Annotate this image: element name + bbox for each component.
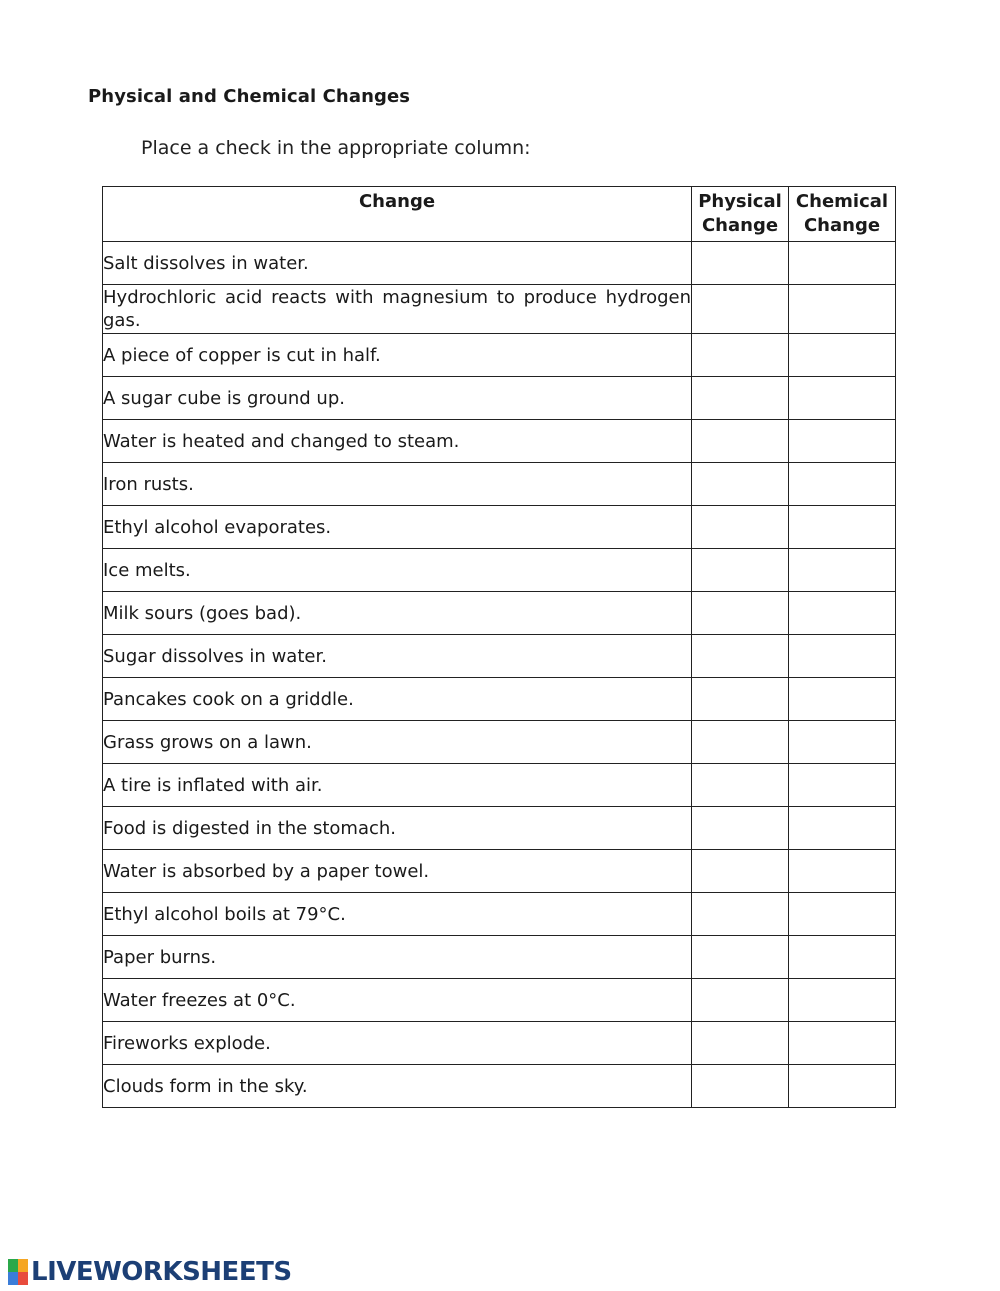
change-description: Salt dissolves in water. <box>103 242 692 285</box>
brand-name: LIVEWORKSHEETS <box>31 1257 292 1287</box>
table-row <box>103 936 896 979</box>
table-row <box>103 807 896 850</box>
page-title: Physical and Chemical Changes <box>88 86 411 107</box>
chemical-change-check-cell[interactable] <box>789 463 896 506</box>
liveworksheets-logo-icon <box>8 1259 28 1285</box>
physical-change-check-cell[interactable] <box>692 420 789 463</box>
change-description: A piece of copper is cut in half. <box>103 334 692 377</box>
change-description: Food is digested in the stomach. <box>103 807 692 850</box>
chemical-change-check-cell[interactable] <box>789 549 896 592</box>
change-description: A sugar cube is ground up. <box>103 377 692 420</box>
table-row <box>103 377 896 420</box>
table-row <box>103 506 896 549</box>
physical-change-check-cell[interactable] <box>692 893 789 936</box>
change-description: Water is heated and changed to steam. <box>103 420 692 463</box>
change-description: Hydrochloric acid reacts with magnesium to produce hydrogen gas. <box>103 285 692 334</box>
physical-change-check-cell[interactable] <box>692 635 789 678</box>
change-description: Ethyl alcohol evaporates. <box>103 506 692 549</box>
chemical-change-check-cell[interactable] <box>789 592 896 635</box>
chemical-change-check-cell[interactable] <box>789 678 896 721</box>
change-description: Iron rusts. <box>103 463 692 506</box>
change-description: Water is absorbed by a paper towel. <box>103 850 692 893</box>
table-row <box>103 678 896 721</box>
physical-change-check-cell[interactable] <box>692 721 789 764</box>
change-description: A tire is inflated with air. <box>103 764 692 807</box>
table-row <box>103 285 896 334</box>
table-row <box>103 764 896 807</box>
header-chemical-change: Chemical Change <box>789 187 896 242</box>
header-physical-change: Physical Change <box>692 187 789 242</box>
change-description: Fireworks explode. <box>103 1022 692 1065</box>
physical-change-check-cell[interactable] <box>692 463 789 506</box>
table-row <box>103 893 896 936</box>
table-row <box>103 850 896 893</box>
change-description: Sugar dissolves in water. <box>103 635 692 678</box>
physical-change-check-cell[interactable] <box>692 506 789 549</box>
physical-change-check-cell[interactable] <box>692 936 789 979</box>
chemical-change-check-cell[interactable] <box>789 334 896 377</box>
change-description: Clouds form in the sky. <box>103 1065 692 1108</box>
table-row <box>103 1065 896 1108</box>
physical-change-check-cell[interactable] <box>692 592 789 635</box>
change-description: Paper burns. <box>103 936 692 979</box>
logo-square-blue <box>8 1272 18 1285</box>
logo-square-orange <box>18 1259 28 1272</box>
physical-change-check-cell[interactable] <box>692 334 789 377</box>
table-row <box>103 635 896 678</box>
table-header-row <box>103 187 896 242</box>
physical-change-check-cell[interactable] <box>692 285 789 334</box>
chemical-change-check-cell[interactable] <box>789 635 896 678</box>
chemical-change-check-cell[interactable] <box>789 936 896 979</box>
physical-change-check-cell[interactable] <box>692 549 789 592</box>
table-row <box>103 549 896 592</box>
physical-change-check-cell[interactable] <box>692 979 789 1022</box>
physical-change-check-cell[interactable] <box>692 764 789 807</box>
chemical-change-check-cell[interactable] <box>789 807 896 850</box>
chemical-change-check-cell[interactable] <box>789 377 896 420</box>
header-change: Change <box>103 187 692 242</box>
change-description: Water freezes at 0°C. <box>103 979 692 1022</box>
liveworksheets-logo[interactable] <box>8 1258 292 1286</box>
chemical-change-check-cell[interactable] <box>789 1065 896 1108</box>
change-description: Pancakes cook on a griddle. <box>103 678 692 721</box>
chemical-change-check-cell[interactable] <box>789 764 896 807</box>
logo-square-green <box>8 1259 18 1272</box>
table-row <box>103 592 896 635</box>
table-row <box>103 242 896 285</box>
change-description: Grass grows on a lawn. <box>103 721 692 764</box>
changes-table <box>102 186 896 1108</box>
chemical-change-check-cell[interactable] <box>789 285 896 334</box>
physical-change-check-cell[interactable] <box>692 1022 789 1065</box>
table-row <box>103 979 896 1022</box>
change-description: Milk sours (goes bad). <box>103 592 692 635</box>
physical-change-check-cell[interactable] <box>692 850 789 893</box>
physical-change-check-cell[interactable] <box>692 377 789 420</box>
physical-change-check-cell[interactable] <box>692 678 789 721</box>
table-row <box>103 334 896 377</box>
change-description: Ice melts. <box>103 549 692 592</box>
chemical-change-check-cell[interactable] <box>789 1022 896 1065</box>
chemical-change-check-cell[interactable] <box>789 893 896 936</box>
table-row <box>103 420 896 463</box>
table-row <box>103 1022 896 1065</box>
logo-square-red <box>18 1272 28 1285</box>
instruction-text: Place a check in the appropriate column: <box>141 137 531 159</box>
change-description: Ethyl alcohol boils at 79°C. <box>103 893 692 936</box>
chemical-change-check-cell[interactable] <box>789 721 896 764</box>
physical-change-check-cell[interactable] <box>692 242 789 285</box>
table-row <box>103 463 896 506</box>
table-row <box>103 721 896 764</box>
physical-change-check-cell[interactable] <box>692 1065 789 1108</box>
chemical-change-check-cell[interactable] <box>789 420 896 463</box>
chemical-change-check-cell[interactable] <box>789 979 896 1022</box>
chemical-change-check-cell[interactable] <box>789 506 896 549</box>
chemical-change-check-cell[interactable] <box>789 850 896 893</box>
physical-change-check-cell[interactable] <box>692 807 789 850</box>
chemical-change-check-cell[interactable] <box>789 242 896 285</box>
